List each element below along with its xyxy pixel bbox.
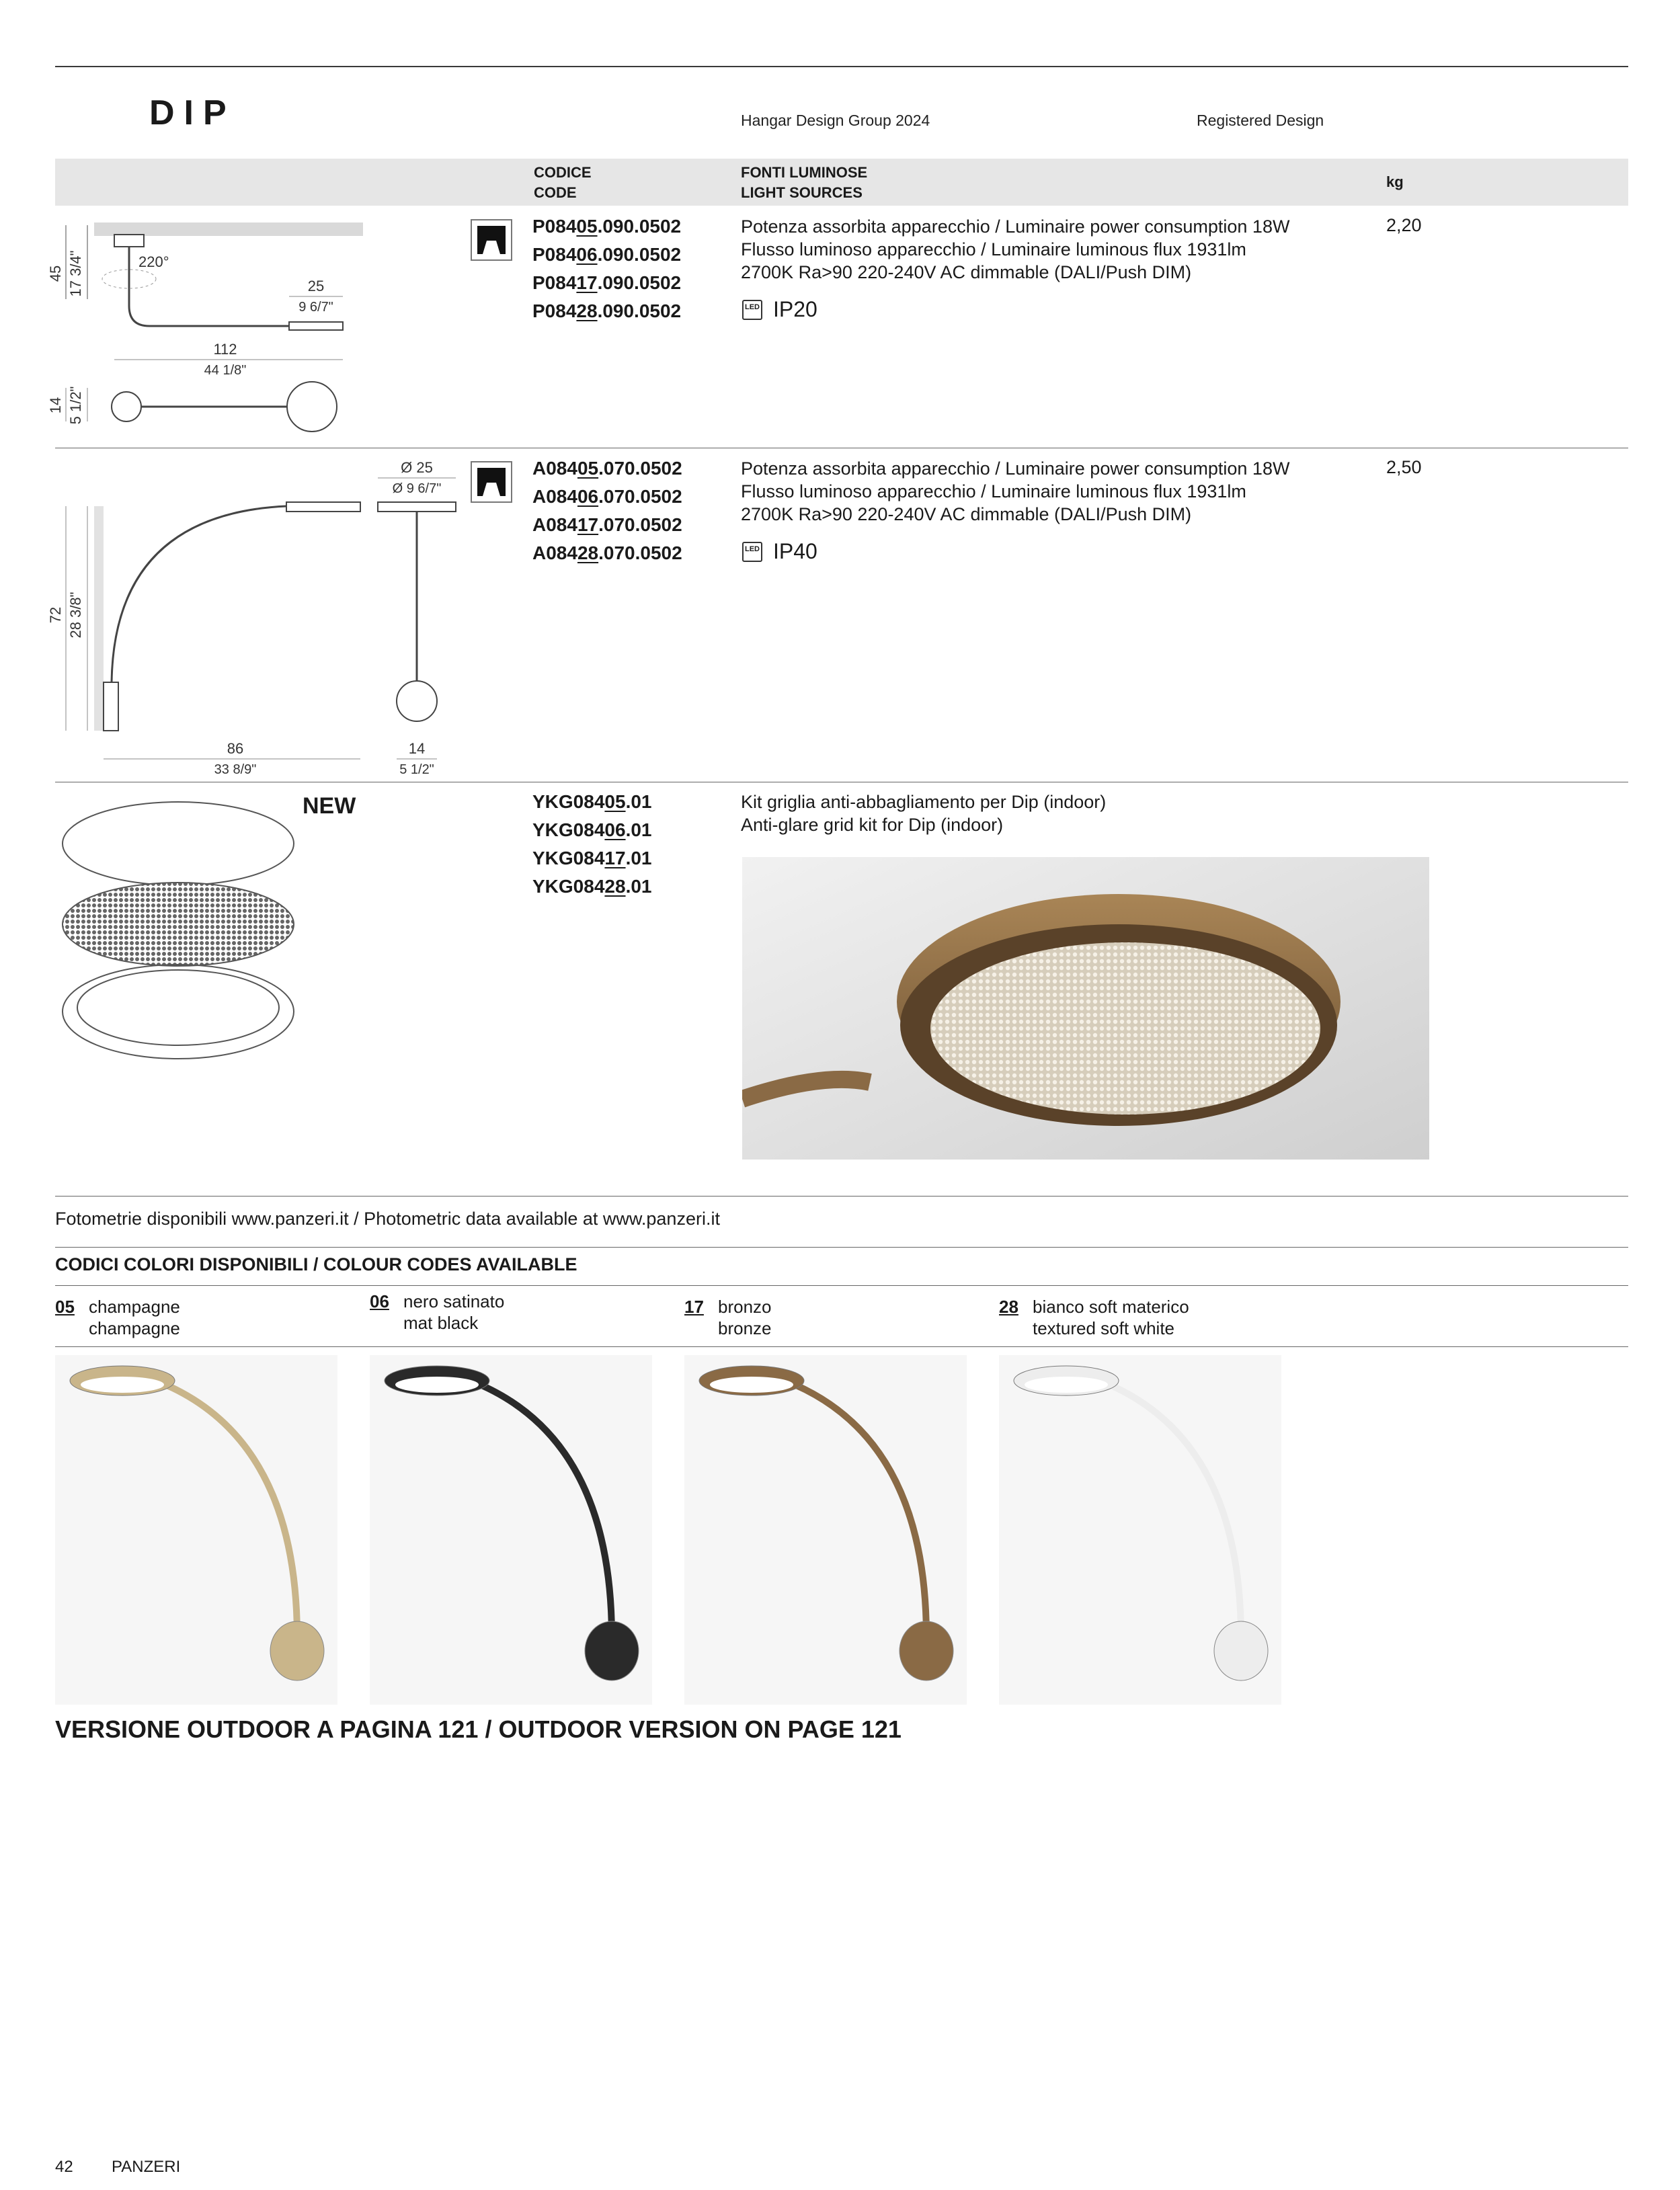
header-kg: kg xyxy=(1386,173,1404,190)
desc-line: Flusso luminoso apparecchio / Luminaire luminous flux 1931lm xyxy=(741,239,1246,259)
colour-name-it: champagne xyxy=(89,1297,180,1317)
kit-exploded-drawing xyxy=(54,790,309,1072)
colour-name-en: bronze xyxy=(718,1318,772,1338)
header-light-en: LIGHT SOURCES xyxy=(741,184,863,201)
head-side xyxy=(286,502,360,512)
colour-05 xyxy=(55,1296,180,1339)
header-code xyxy=(534,163,592,203)
base-front xyxy=(397,681,437,721)
colour-28 xyxy=(999,1296,1189,1339)
desc-line: 2700K Ra>90 220-240V AC dimmable (DALI/Push DIM) xyxy=(741,262,1192,282)
header-code-en: CODE xyxy=(534,184,577,201)
product1-profile-icon xyxy=(471,219,512,261)
header-light-it: FONTI LUMINOSE xyxy=(741,164,868,181)
page-number: 42 xyxy=(55,2158,73,2176)
desc-line: Flusso luminoso apparecchio / Luminaire luminous flux 1931lm xyxy=(741,481,1246,501)
top-rule xyxy=(55,66,1628,67)
lamp-06 xyxy=(370,1355,652,1705)
code-row: A08428.070.0502 xyxy=(532,542,682,563)
code-row: YKG08417.01 xyxy=(532,848,652,868)
wall-base xyxy=(104,682,118,731)
code-row: P08406.090.0502 xyxy=(532,244,682,265)
p2-t-cm: 14 xyxy=(408,740,426,757)
outdoor-note: VERSIONE OUTDOOR A PAGINA 121 / OUTDOOR VERSION ON PAGE 121 xyxy=(55,1715,902,1743)
ip-rating: IP40 xyxy=(773,539,817,563)
p2-dia-cm: Ø 25 xyxy=(401,459,433,476)
wall-band xyxy=(94,506,104,731)
product2-drawing xyxy=(40,454,457,776)
p2-t-in: 5 1/2" xyxy=(399,762,434,776)
anti-glare-grid xyxy=(63,883,294,966)
colour-name-en: champagne xyxy=(89,1318,180,1338)
kit-codes xyxy=(532,788,652,901)
new-badge: NEW xyxy=(303,793,356,819)
colour-name-it: bianco soft materico xyxy=(1033,1297,1189,1317)
led-icon: LED xyxy=(742,542,762,562)
colour-codes-title: CODICI COLORI DISPONIBILI / COLOUR CODES AVAILABLE xyxy=(55,1254,577,1274)
led-icon: LED xyxy=(742,300,762,320)
p2-h-cm: 72 xyxy=(47,606,64,624)
p1-d-in: 9 6/7" xyxy=(298,300,333,315)
head-top-view xyxy=(287,382,337,432)
code-row: YKG08406.01 xyxy=(532,819,652,840)
code-row: P08428.090.0502 xyxy=(532,300,682,321)
p2-dia-in: Ø 9 6/7" xyxy=(392,481,442,496)
kit-desc-it: Kit griglia anti-abbagliamento per Dip (indoor) xyxy=(741,792,1107,812)
diffuser-disc xyxy=(63,802,294,885)
colour-17 xyxy=(684,1296,772,1339)
colour-name-en: mat black xyxy=(403,1313,479,1333)
base-top-view xyxy=(112,392,141,421)
colour-06 xyxy=(370,1291,504,1334)
p1-angle: 220° xyxy=(138,253,169,270)
code-row: YKG08428.01 xyxy=(532,876,652,897)
lamp-28 xyxy=(999,1355,1281,1705)
section-rule xyxy=(55,1196,1628,1197)
code-row: P08405.090.0502 xyxy=(532,216,682,237)
head-front xyxy=(378,502,456,512)
colour-code: 17 xyxy=(684,1297,704,1317)
product1-drawing xyxy=(40,212,363,440)
page-title: DIP xyxy=(149,93,236,132)
p1-t-in: 5 1/2" xyxy=(67,386,84,425)
code-row: A08417.070.0502 xyxy=(532,514,682,535)
section-rule xyxy=(55,1285,1628,1286)
head-side xyxy=(289,322,343,330)
colour-name-it: nero satinato xyxy=(403,1291,505,1311)
p2-w-in: 33 8/9" xyxy=(214,762,257,776)
colour-name-en: textured soft white xyxy=(1033,1318,1174,1338)
code-row: A08406.070.0502 xyxy=(532,486,682,507)
desc-line: Potenza assorbita apparecchio / Luminaire power consumption 18W xyxy=(741,216,1290,237)
header-light xyxy=(741,163,867,203)
kit-desc-en: Anti-glare grid kit for Dip (indoor) xyxy=(741,815,1004,835)
product2-profile-icon xyxy=(471,461,512,503)
kit-desc xyxy=(741,790,1106,836)
p1-l-cm: 112 xyxy=(213,341,237,358)
frame-ring-inner xyxy=(77,970,279,1045)
p1-l-in: 44 1/8" xyxy=(204,363,247,378)
product2-kg: 2,50 xyxy=(1386,457,1422,477)
product1-kg: 2,20 xyxy=(1386,215,1422,235)
product2-codes xyxy=(532,454,682,567)
ip-rating: IP20 xyxy=(773,297,817,321)
p2-w-cm: 86 xyxy=(227,740,244,757)
code-row: P08417.090.0502 xyxy=(532,272,682,293)
product2-desc xyxy=(741,457,1289,526)
desc-line: 2700K Ra>90 220-240V AC dimmable (DALI/Push DIM) xyxy=(741,504,1192,524)
p1-t-cm: 14 xyxy=(47,397,64,414)
desc-line: Potenza assorbita apparecchio / Luminaire power consumption 18W xyxy=(741,458,1290,479)
designer-credit: Hangar Design Group 2024 xyxy=(741,112,930,129)
lamp-17 xyxy=(684,1355,967,1705)
kit-product-photo xyxy=(742,857,1429,1160)
product1-ip xyxy=(742,297,817,322)
p1-h-in: 17 3/4" xyxy=(67,250,84,297)
code-row: YKG08405.01 xyxy=(532,791,652,812)
colour-code: 06 xyxy=(370,1291,389,1311)
p1-d-cm: 25 xyxy=(307,278,325,294)
p2-h-in: 28 3/8" xyxy=(67,592,84,639)
header-code-it: CODICE xyxy=(534,164,592,181)
photometric-note: Fotometrie disponibili www.panzeri.it / Photometric data available at www.panzeri.it xyxy=(55,1209,720,1229)
lamp-05 xyxy=(55,1355,337,1705)
product2-ip xyxy=(742,539,817,564)
section-rule xyxy=(55,1346,1628,1347)
p1-h-cm: 45 xyxy=(47,265,64,282)
product1-codes xyxy=(532,212,681,325)
brand-name: PANZERI xyxy=(112,2158,181,2176)
product1-desc xyxy=(741,215,1289,284)
colour-name-it: bronzo xyxy=(718,1297,772,1317)
colour-code: 05 xyxy=(55,1297,75,1317)
registered-design: Registered Design xyxy=(1197,112,1324,129)
colour-lamps xyxy=(55,1355,1332,1705)
code-row: A08405.070.0502 xyxy=(532,458,682,479)
section-rule xyxy=(55,1247,1628,1248)
canopy xyxy=(114,235,144,247)
colour-code: 28 xyxy=(999,1297,1018,1317)
